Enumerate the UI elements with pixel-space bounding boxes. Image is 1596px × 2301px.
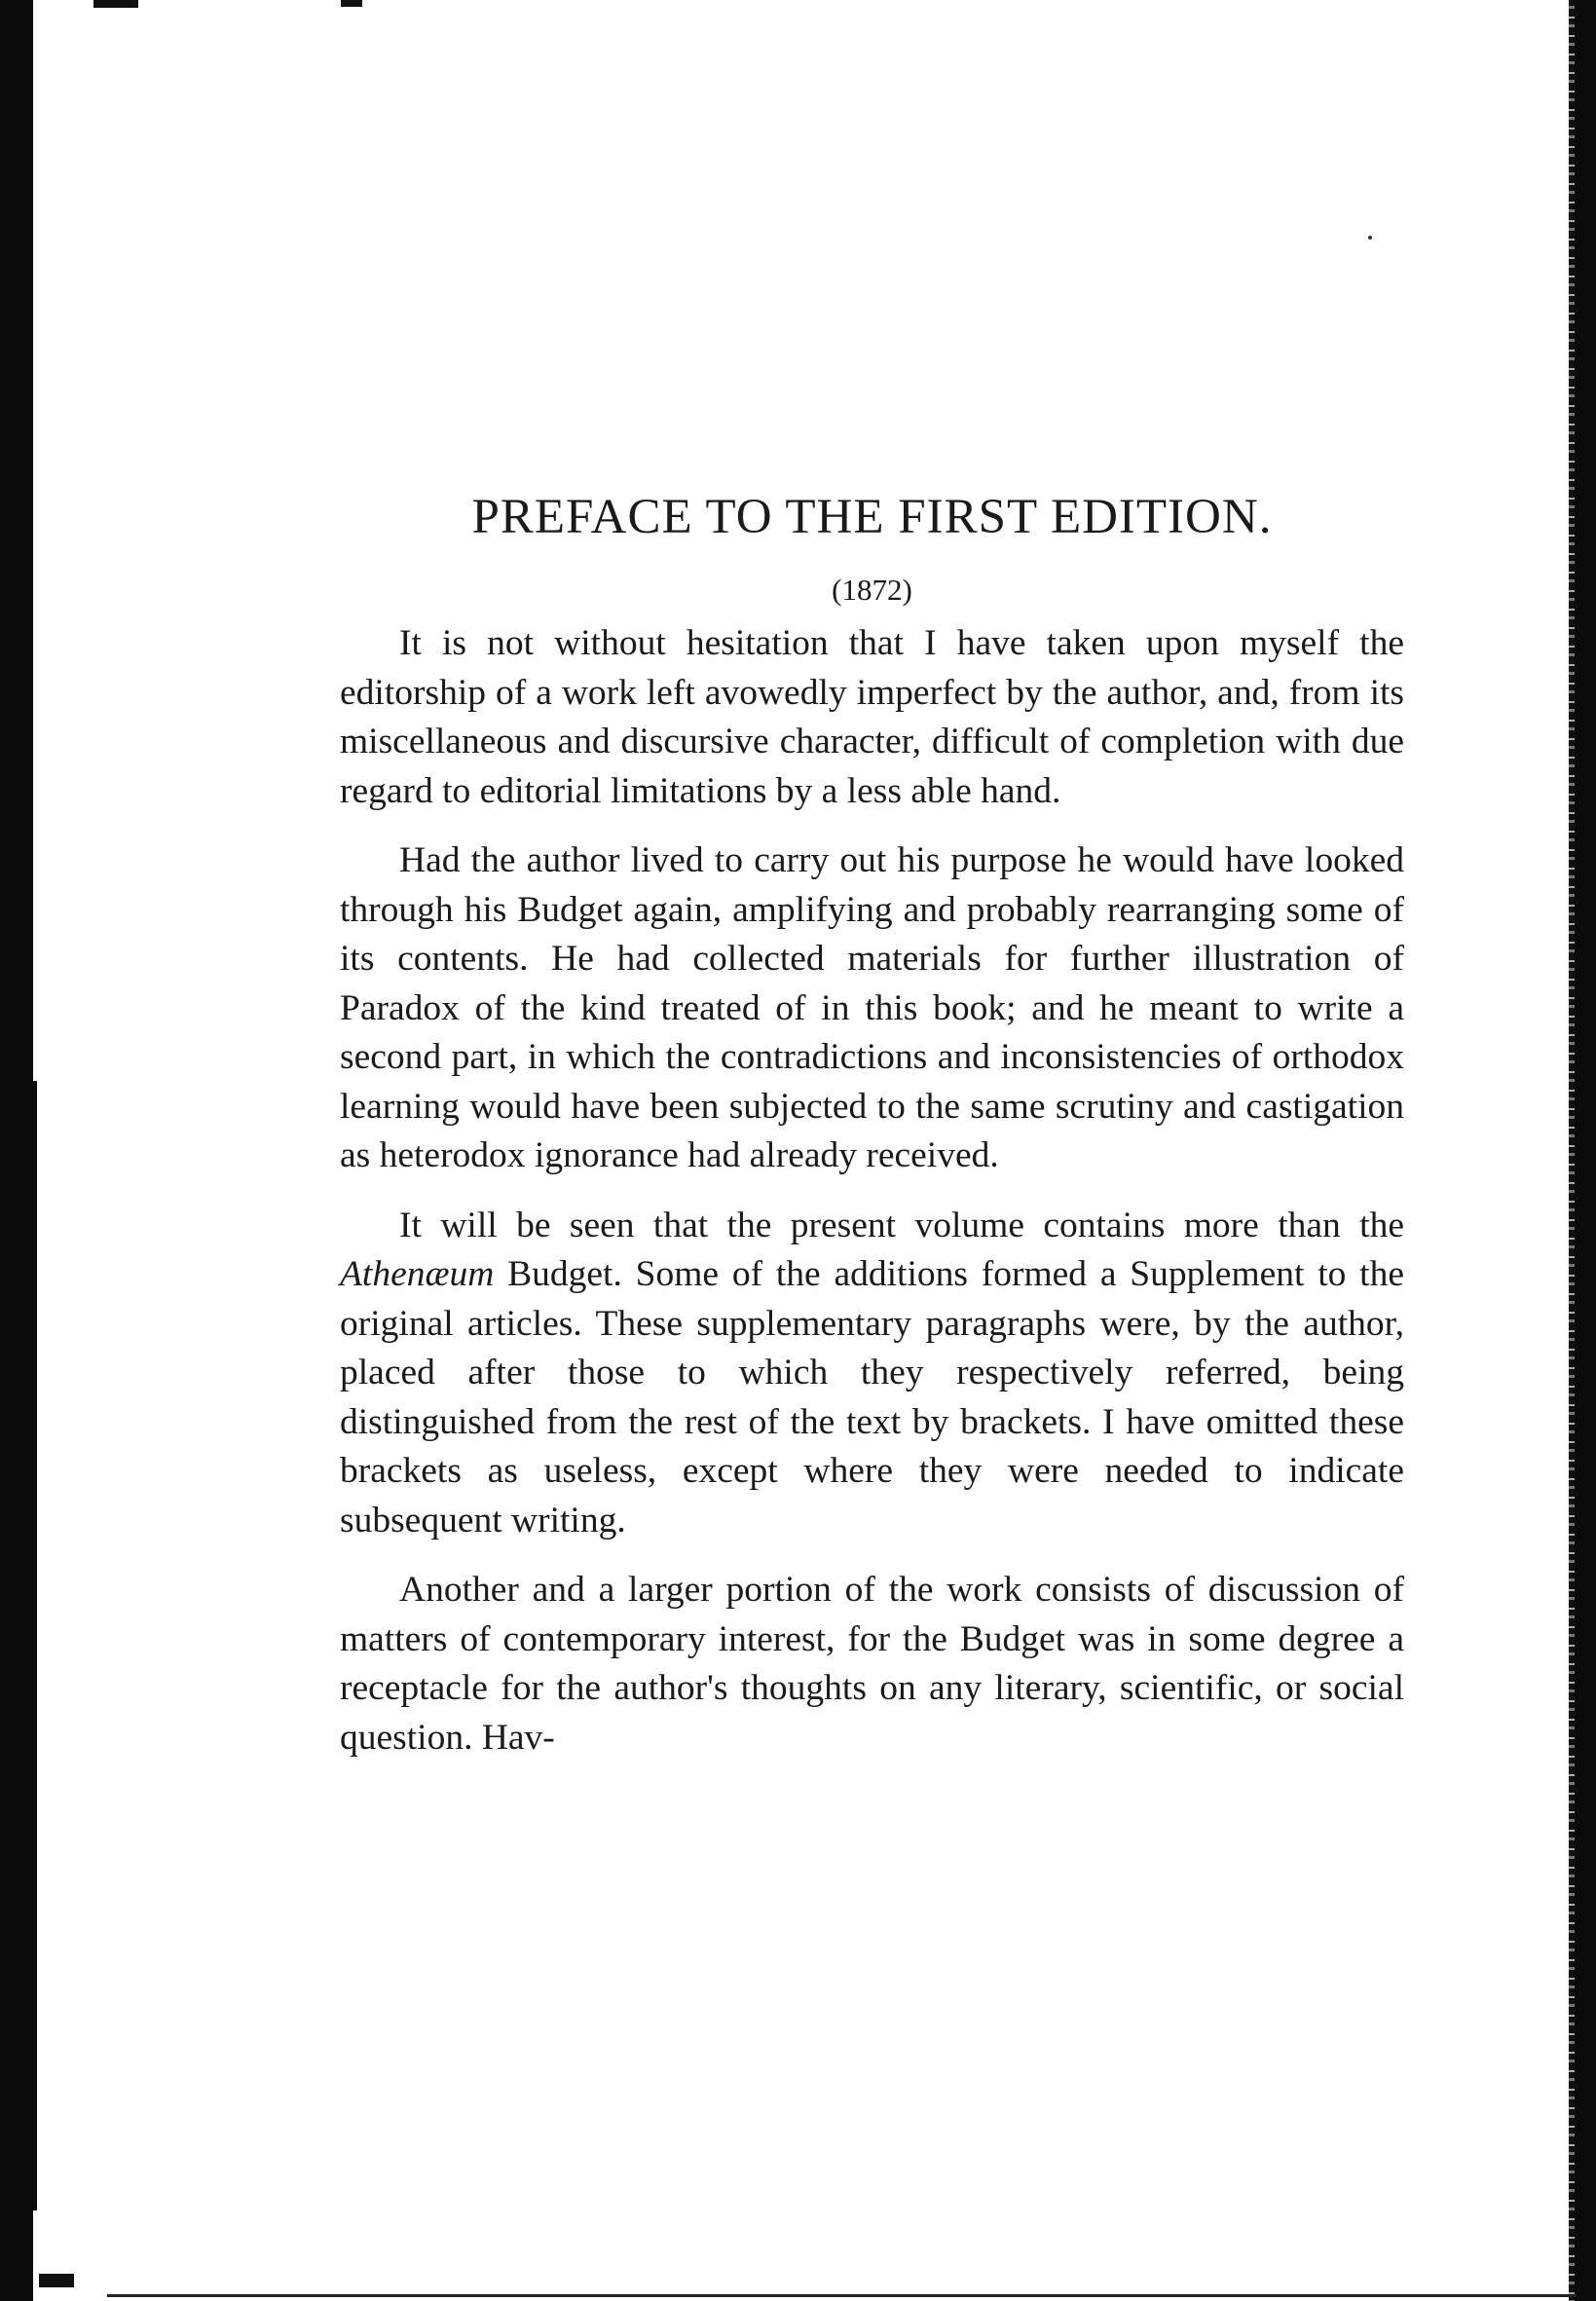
scan-mark-bottom-left: [39, 2274, 74, 2287]
paragraph-1: It is not without hesitation that I have taken upon myself the editorship of a work left avowedly imperfect by the author, and, from its miscellaneous and discursive character, difficult of completion with due regard to editorial limitations by a less able hand.: [340, 623, 1404, 811]
page-title: PREFACE TO THE FIRST EDITION.: [471, 490, 1273, 544]
scan-mark-top: [341, 0, 362, 7]
scan-speck: [1368, 236, 1372, 240]
paragraph-4: Another and a larger portion of the work consists of discussion of matters of contemporary interest, for the Budget was in some degree a receptacle for the author's thoughts on any literary, scientific, or social question. Hav-: [340, 1570, 1404, 1758]
paragraph-3: [340, 1202, 1404, 1546]
scan-bottom-line: [107, 2294, 1577, 2297]
scan-edge-left-lower: [23, 1081, 37, 2210]
page-body: [340, 487, 1404, 1763]
edition-year: (1872): [832, 573, 912, 607]
scan-mark-top-left: [93, 0, 138, 8]
paragraph-3-italic-title: Athenæum: [340, 1254, 495, 1294]
paragraph-2: Had the author lived to carry out his purpose he would have looked through his Budget again, amplifying and probably rearranging some of its contents. He had collected materials for further illustration of Paradox of the kind treated of in this book; and he meant to write a second part, in which the contradictions and inconsistencies of orthodox learning would have been subjected to the same scrutiny and castigation as heterodox ignorance had already received.: [340, 840, 1404, 1175]
paragraph-3-start: It will be seen that the present volume contains more than the: [399, 1205, 1404, 1245]
scan-edge-right: [1575, 0, 1596, 2301]
paragraph-3-end: Budget. Some of the additions formed a Supplement to the original articles. These supplementary paragraphs were, by the author, placed after those to which they respectively referred, being distinguished from the rest of the text by brackets. I have omitted these brackets as useless, except where they were needed to indicate subsequent writing.: [340, 1254, 1404, 1540]
